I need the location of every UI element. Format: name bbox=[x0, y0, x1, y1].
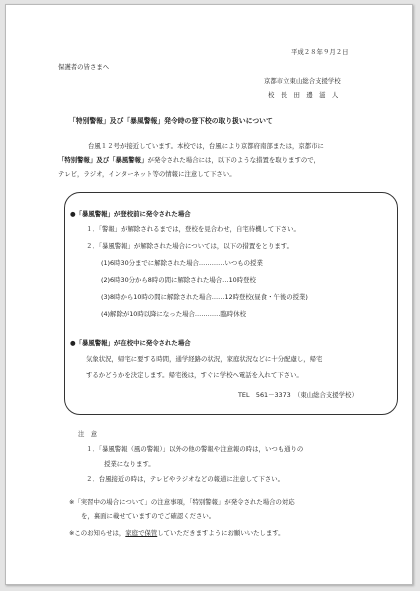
footer-note-1-line-1: ※「実習中の場合について」の注意事項，「特別警報」が発令された場合の対応 bbox=[69, 498, 295, 506]
intro-line-3: テレビ，ラジオ，インターネット等の情報に注意して下さい。 bbox=[58, 170, 236, 178]
school-name: 京都市立東山総合支援学校 bbox=[264, 77, 341, 85]
intro-emphasis: 「特別警報」及び「暴風警報」 bbox=[58, 156, 148, 164]
footer-note-1-line-2: を，裏面に載せていますのでご確認ください。 bbox=[81, 512, 216, 520]
note-2: ２．台風接近の時は，テレビやラジオなどの報道に注意して下さい。 bbox=[86, 475, 284, 483]
footer-note-2-post: していただきますようにお願いいたします。 bbox=[157, 529, 285, 537]
note-1-line-1: １．「暴風警報（風の警報）」以外の他の警報や注意報の時は，いつも通りの bbox=[86, 445, 304, 453]
section-2-line-2: するかどうかを決定します。帰宅後は，すぐに学校へ電話を入れて下さい。 bbox=[86, 371, 303, 379]
footer-note-2-pre: ※このお知らせは， bbox=[69, 529, 126, 537]
section-1-item-1: １．「警報」が解除されるまでは，登校を見合わせ，自宅待機して下さい。 bbox=[86, 225, 300, 233]
footer-note-2 bbox=[69, 529, 285, 537]
timing-rule-4: (4)解除が10時以降になった場合…………臨時休校 bbox=[101, 310, 246, 318]
intro-line-1: 台風１２号が接近しています。本校では，台風により京都府南部または，京都市に bbox=[88, 142, 324, 150]
section-2-line-1: 気象状況，帰宅に要する時間，通学経路の状況，家庭状況などに十分配慮し，帰宅 bbox=[86, 355, 323, 363]
document-title: 「特別警報」及び「暴風警報」発令時の登下校の取り扱いについて bbox=[69, 117, 273, 125]
document-page bbox=[5, 4, 413, 585]
addressee: 保護者の皆さまへ bbox=[58, 63, 110, 71]
section-1-item-2: ２．「暴風警報」が解除された場合については，以下の措置をとります。 bbox=[86, 242, 294, 250]
timing-rule-2: (2)6時30分から8時の間に解除された場合…10時登校 bbox=[101, 276, 256, 284]
date: 平成２８年９月２日 bbox=[291, 48, 349, 56]
section-1-title: ●「暴風警報」が登校前に発令された場合 bbox=[70, 210, 191, 218]
footer-note-2-underlined: 家庭で保管 bbox=[125, 529, 158, 537]
note-1-line-2: 授業になります。 bbox=[104, 460, 155, 468]
principal-name: 校 長 田 邊 滋 人 bbox=[268, 91, 339, 99]
timing-rule-3: (3)8時から10時の間に解除された場合……12時登校(昼食・午後の授業) bbox=[101, 293, 308, 301]
intro-line-2-rest: が発令された場合には，以下のような措置を取りますので， bbox=[147, 156, 320, 164]
section-2-title: ●「暴風警報」が在校中に発令された場合 bbox=[70, 339, 191, 347]
notes-heading: 注 意 bbox=[78, 430, 98, 438]
school-phone: TEL 561－3373 （東山総合支援学校） bbox=[238, 391, 358, 399]
intro-line-2 bbox=[58, 156, 320, 164]
timing-rule-1: (1)6時30分までに解除された場合…………いつもの授業 bbox=[101, 259, 263, 267]
